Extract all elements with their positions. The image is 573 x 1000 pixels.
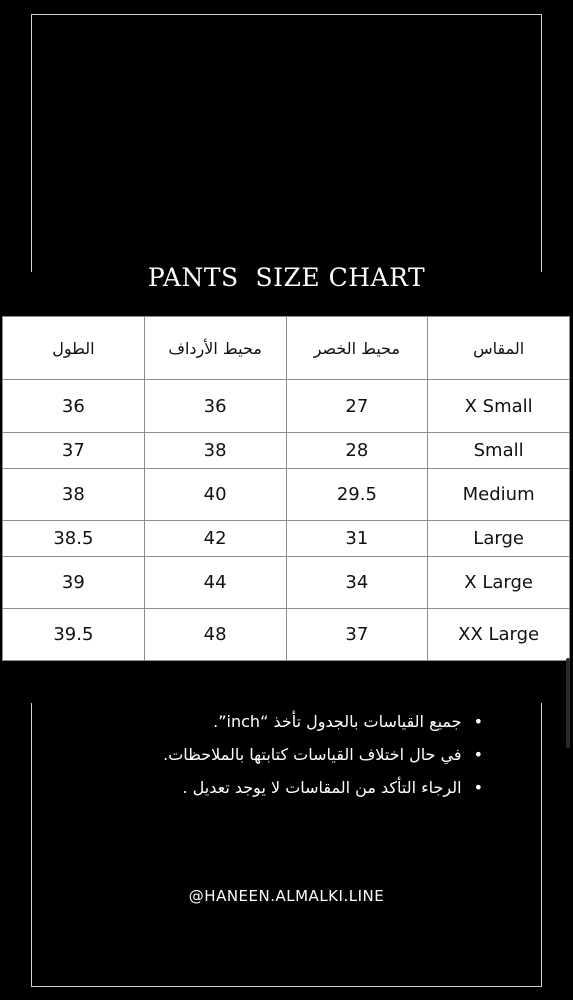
cell-size: Small <box>428 433 570 469</box>
notes-list <box>163 705 483 804</box>
header-waist: محيط الخصر <box>286 317 428 380</box>
table-row <box>3 469 570 521</box>
social-handle: @HANEEN.ALMALKI.LINE <box>188 887 385 905</box>
cell-waist: 37 <box>286 609 428 661</box>
note-item: • في حال اختلاف القياسات كتابتها بالملاحظات. <box>163 738 483 771</box>
cell-size: Medium <box>428 469 570 521</box>
cell-waist: 29.5 <box>286 469 428 521</box>
cell-length: 36 <box>3 380 145 433</box>
cell-hip: 36 <box>144 380 286 433</box>
cell-length: 39.5 <box>3 609 145 661</box>
table-row <box>3 557 570 609</box>
table-row <box>3 380 570 433</box>
cell-waist: 27 <box>286 380 428 433</box>
page-title: PANTS SIZE CHART <box>147 263 426 292</box>
cell-hip: 48 <box>144 609 286 661</box>
header-length: الطول <box>3 317 145 380</box>
table-header-row <box>3 317 570 380</box>
cell-waist: 28 <box>286 433 428 469</box>
note-item: • جميع القياسات بالجدول تأخذ “inch”. <box>163 705 483 738</box>
size-chart-table <box>2 316 570 661</box>
cell-hip: 40 <box>144 469 286 521</box>
cell-length: 38 <box>3 469 145 521</box>
table-row <box>3 609 570 661</box>
cell-hip: 44 <box>144 557 286 609</box>
table-row <box>3 521 570 557</box>
cell-length: 38.5 <box>3 521 145 557</box>
table-row <box>3 433 570 469</box>
cell-hip: 42 <box>144 521 286 557</box>
cell-size: Large <box>428 521 570 557</box>
cell-size: X Small <box>428 380 570 433</box>
header-size: المقاس <box>428 317 570 380</box>
top-frame-decoration <box>31 14 542 272</box>
header-hip: محيط الأرداف <box>144 317 286 380</box>
cell-size: X Large <box>428 557 570 609</box>
cell-size: XX Large <box>428 609 570 661</box>
scrollbar[interactable] <box>566 658 570 748</box>
cell-length: 37 <box>3 433 145 469</box>
cell-waist: 34 <box>286 557 428 609</box>
cell-hip: 38 <box>144 433 286 469</box>
cell-length: 39 <box>3 557 145 609</box>
note-item: • الرجاء التأكد من المقاسات لا يوجد تعديل . <box>163 771 483 804</box>
cell-waist: 31 <box>286 521 428 557</box>
